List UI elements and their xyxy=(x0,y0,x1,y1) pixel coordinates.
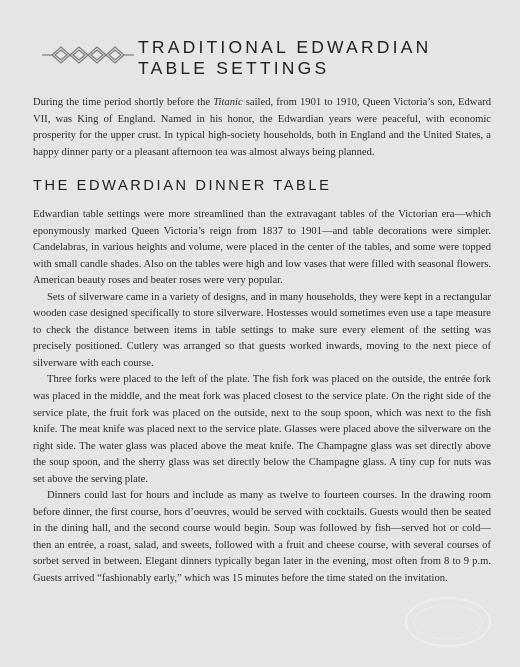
intro-text-start: During the time period shortly before the xyxy=(33,97,214,108)
body-paragraph-1: Edwardian table settings were more streamlined than the extravagant tables of the Victorian era—which eponymously marked Queen Victoria’s reign from 1837 to 1901—and table decorations were simpler. Candelabras, in various heights and volume, were placed in the center of the tables, and some were topped with small candle shades. Also on the tables were high and low vases that were filled with seasonal flowers. American beauty roses and beater roses were very popular. xyxy=(33,209,491,287)
intro-italic-ship-name: Titanic xyxy=(213,97,243,108)
section-body xyxy=(33,207,491,588)
watermark-stamp-icon xyxy=(402,592,494,652)
body-paragraph-2: Sets of silverware came in a variety of designs, and in many households, they were kept in a rectangular wooden case designed specifically to store silverware. Hostesses would sometimes even use a tape measure to check the distance between items in table settings to make sure every element of the setting was precisely positioned. Cutlery was arranged so that guests worked inwards, moving to the next piece of silverware with each course. xyxy=(33,291,491,369)
page-title xyxy=(138,37,431,79)
body-paragraph-3: Three forks were placed to the left of the plate. The fish fork was placed on the outside, the entrée fork was placed in the middle, and the meat fork was placed closest to the service plate. On the right side of the service plate, the fruit fork was placed on the outside, next to the soup spoon, which was next to the fish knife. The meat knife was placed next to the service plate. Glasses were placed above the silverware on the right side. The water glass was placed above the meat knife. The Champagne glass was set directly above the soup spoon, and the sherry glass was set directly below the Champagne glass. A tiny cup for nuts was set above the serving plate. xyxy=(33,374,491,485)
page-title-line-1: TRADITIONAL EDWARDIAN xyxy=(138,37,432,57)
intro-text-rest: sailed, from 1901 to 1910, Queen Victoria’s son, Edward VII, was King of England. Named in his honor, the Edwardian years were peaceful, with economic prosperity for the upper crust. In typical high-society households, both in England and the United States, a happy dinner party or a pleasant afternoon tea was almost always being planned. xyxy=(33,97,491,158)
page-title-line-2: TABLE SETTINGS xyxy=(138,58,330,78)
section-heading: THE EDWARDIAN DINNER TABLE xyxy=(33,178,332,194)
body-paragraph-4: Dinners could last for hours and include as many as twelve to fourteen courses. In the drawing room before dinner, the first course, hors d’oeuvres, would be served with cocktails. Guests would then be seated in the dining hall, and the second course would begin. Soup was followed by fish—served hot or cold—then an entrée, a roast, salad, and sweets, followed with a fruit and cheese course, with several courses of sorbet served in between. Elegant dinners typically began later in the evening, most often from 8 to 9 p.m. Guests arrived “fashionably early,” which was 15 minutes before the time stated on the invitation. xyxy=(33,490,491,585)
art-deco-ornament-icon xyxy=(42,40,134,70)
intro-paragraph xyxy=(33,95,491,161)
